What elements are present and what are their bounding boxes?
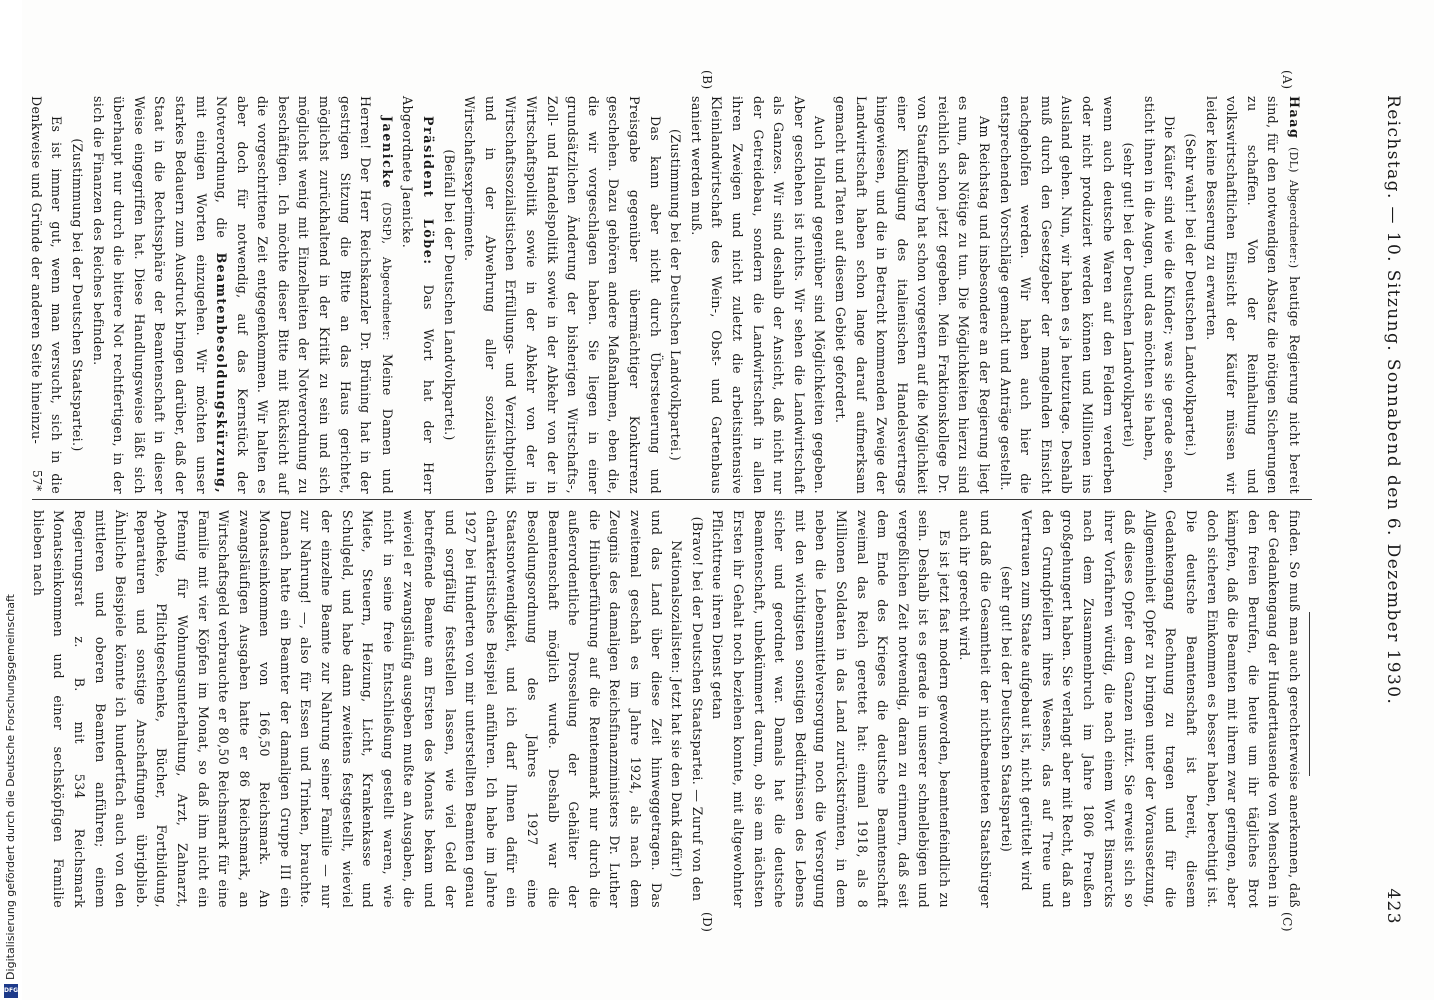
margin-marker-c: (C) — [1280, 912, 1294, 933]
interjection: (sehr gut! bei der Deutschen Staatspartei) — [998, 565, 1014, 853]
paragraph: Am Reichstag und insbesondere an der Regierung liegt es nun, das Nötige zu tun. Die Möglichkeiten hierzu sind reichlich schon jetzt gegeben. Mein Fraktionskollege Dr. von Stauffenberg hat schon vorgestern auf die Möglichkeit einer Kündigung des italienischen Handelsvertrags hingewiesen, und die in Betracht kommenden Zweige der Landwirtschaft haben schon lange darauf aufmerksam gemacht und Taten auf diesem Gebiet gefordert. — [832, 96, 993, 494]
digitization-sidebar — [0, 0, 22, 1000]
paragraph: Auch Holland gegenüber sind Möglichkeiten gegeben. Aber geschehen ist nichts. Wir sehen die Landwirtschaft als Ganzes. Wir sind deshalb der Ansicht, daß nicht nur der Getreidebau, sondern die Landwirtschaft in allen ihren Zweigen und nicht zuletzt die arbeitsintensive Kleinlandwirtschaft des Wein-, Obst- und Gartenbaus saniert werden muß. — [688, 96, 828, 494]
speaker-name: Haag — [1287, 96, 1302, 140]
page-number: 423 — [1383, 888, 1403, 925]
interjection: (Sehr wahr! bei der Deutschen Landvolkpartei.) — [1183, 133, 1199, 457]
paragraph: finden. So muß man auch gerechterweise anerkennen, daß der Gedankengang der Hunderttausende von Menschen in den freien Berufen, die heute um ihr tägliches Brot kämpfen, daß die Beamten mit ihrem zwar geringen, aber doch sicheren Einkommen es besser haben, berechtigt ist. Die deutsche Beamtenschaft ist bereit, diesem Gedankengang Rechnung zu tragen und für die Allgemeinheit Opfer zu bringen unter der Voraussetzung, daß dieses Opfer dem Ganzen nützt. Sie erweist sich so ihrer Vorfahren würdig, die nach einem Wort Bismarcks nach dem Zusammenbruch im Jahre 1806 Preußen großgehungert haben. Sie verlangt aber mit Recht, daß an den Grundpfeilern ihres Wesens, das auf Treue und Vertrauen zum Staate aufgebaut ist, nicht gerüttelt wird — [1019, 510, 1302, 908]
margin-marker-d: (D) — [700, 912, 714, 933]
paragraph: Es ist jetzt fast modern geworden, beamtenfeindlich zu sein. Deshalb ist es gerade in unserer schnellebigen und vergeßlichen Zeit notwendig, daran zu erinnern, daß seit dem Ende des Krieges die deutsche Beamtenschaft zweimal das Reich gerettet hat: einmal 1918, als 8 Millionen Soldaten in das Land zurückströmten, in dem neben die Lebensmittelversorgung noch die Versorgung mit den wichtigsten sonstigen Bedürfnissen des Lebens sicher und geordnet war. Damals hat die deutsche Beamtenschaft, unbekümmert darum, ob sie am nächsten Ersten ihr Gehalt noch beziehen konnte, mit altgewohnter Pflichttreue ihren Dienst getan — [710, 510, 952, 908]
interjection: (Zustimmung bei der Deutschen Landvolkpartei.) — [668, 128, 684, 462]
paragraph: und daß die Gesamtheit der nichtbeamteten Staatsbürger auch ihr gerecht wird. — [957, 510, 994, 908]
speaker-name: Jaenicke — [379, 116, 395, 190]
interjection: (Bravo! bei der Deutschen Staatspartei. — Zuruf von den Nationalsozialisten: Jetzt hat sie den Dank dafür!) — [669, 516, 705, 902]
paragraph — [397, 96, 438, 494]
left-column — [25, 96, 1304, 494]
speaker-party: (DL) Abgeordneter:) — [1287, 147, 1300, 269]
margin-marker-a: (A) — [1280, 70, 1294, 90]
paragraph-text: heutige Regierung nicht bereit sind, für den notwendigen Absatz die nötigen Sicherungen zu schaffen. Von der Reinhaltung und volkswirtschaftlichen Einsicht der Käufer müssen wir leider keine Besserung zu erwarten. — [1203, 96, 1302, 495]
running-title: Reichstag. — 10. Sitzung. Sonnabend den 6. Dezember 1930. — [1383, 95, 1403, 706]
speaker-name: Präsident Löbe: — [421, 116, 437, 266]
margin-marker-b: (B) — [700, 70, 714, 90]
paragraph — [1200, 96, 1304, 494]
emphasized-term: Beamtenbesoldungskürzung, — [214, 252, 230, 494]
speaker-party: (DStP), Abgeordneter: — [379, 202, 393, 341]
interjection: (Zustimmung bei der Deutschen Staatspartei.) — [69, 138, 85, 452]
dfg-logo: DFG — [4, 984, 18, 998]
paragraph: und das Land über diese Zeit hinweggetragen. Das zweitemal geschah es im Jahre 1924, als nach dem Zeugnis des damaligen Reichsfinanzministers Dr. Luther die Hinüberführung auf die Rentenmark nur durch die außerordentliche Drosselung der Gehälter der Beamtenschaft möglich wurde. Deshalb war die Besoldungsordnung des Jahres 1927 eine Staatsnotwendigkeit, und ich darf Ihnen dafür ein charakteristisches Beispiel anführen. Ich habe im Jahre 1927 bei Hunderten von mir unterstellten Beamten genau und sorgfältig feststellen lassen, wie viel Geld der betreffende Beamte am Ersten des Monats bekam und wieviel er zwangsläufig ausgeben mußte an Ausgaben, die nicht in seine freie Entschließung gestellt waren, wie Miete, Steuern, Heizung, Licht, Krankenkasse und Schulgeld, und habe dann zweitens festgestellt, wieviel der einzelne Beamte zur Nahrung seiner Familie — nur zur Nahrung! —, also für Essen und Trinken, brauchte. Danach hatte ein Beamter der damaligen Gruppe III ein Monatseinkommen von 166,50 Reichsmark. An zwangsläufigen Ausgaben hatte er 86 Reichsmark, an Wirtschaftsgeld verbrauchte er 80,50 Reichsmark für eine Familie mit vier Köpfen im Monat, so daß ihm nicht ein Pfennig für Wohnungsunterhaltung, Arzt, Zahnarzt, Apotheke, Pflichtgeschenke, Bücher, Fortbildung, Reparaturen und sonstige Anschaffungen übrigblieb. Ähnliche Beispiele könnte ich hundertfach auch von den mittleren und oberen Beamten anführen; einem Regierungsrat z. B. mit 534 Reichsmark Monatseinkommen und einer sechsköpfigen Familie blieben nach — [30, 510, 664, 908]
right-column — [27, 510, 1304, 908]
paragraph: Die Käufer sind wie die Kinder; was sie gerade sehen, sticht ihnen in die Augen, und das möchten sie haben, — [1141, 96, 1178, 494]
paragraph-text: Meine Damen und Herren! Der Herr Reichskanzler Dr. Brüning hat in der gestrigen Sitzung die Bitte an das Haus gerichtet, möglichst zurückhaltend in der Kritik zu sein und sich möglichst wenig mit Einzelheiten der Notverordnung zu beschäftigen. Ich möchte dieser Bitte mit Rücksicht auf die vorgeschrittene Zeit entgegenkommen. Wir halten es aber doch für notwendig, auf das Kernstück der Notverordnung, die — [214, 96, 395, 495]
paragraph: wenn auch deutsche Waren auf den Feldern verderben oder nicht produziert werden können und Millionen ins Ausland gehen. Nun, wir haben es ja heutzutage. Deshalb muß durch den Gesetzgeber der mangelnden Einsicht nachgeholfen werden. Wir haben auch hier die entsprechenden Vorschläge gemacht und Anträge gestellt. — [997, 96, 1116, 494]
digitization-credit: Digitalisierung gefördert durch die Deutsche Forschungsgemeinschaft — [4, 594, 17, 980]
paragraph: Das kann aber nicht durch Übersteuerung und Preisgabe gegenüber übermächtiger Konkurrenz geschehen. Dazu gehören andere Maßnahmen, eben die, die wir vorgeschlagen haben. Sie liegen in einer grundsätzlichen Änderung der bisherigen Wirtschafts-, Zoll- und Handelspolitik sowie in der Abkehr von der in Wirtschaftspolitik sowie in der Abkehr von der in Wirtschaftssozialistischen Erfüllungs- und Verzichtpolitik und in der Abwehrung aller sozialistischen Wirtschaftsexperimente. — [462, 96, 663, 494]
interjection: (Beifall bei der Deutschen Landvolkpartei.) — [441, 149, 457, 441]
interjection: (sehr gut! bei der Deutschen Landvolkpartei) — [1121, 142, 1137, 448]
paragraph — [87, 96, 397, 494]
paragraph: Es ist immer gut, wenn man versucht, sich in die Denkweise und Gründe der anderen Seite hineinzu- — [28, 96, 65, 494]
paragraph-text: mit einigen Worten einzugehen. Wir möchten unser starkes Bedauern zum Ausdruck bringen darüber, daß der Staat in die Rechtssphäre der Beamtenschaft in dieser Weise eingegriffen hat. Diese Handlungsweise läßt sich überhaupt nur durch die bittere Not rechtfertigen, in der sich die Finanzen des Reiches befinden. — [90, 96, 209, 494]
page-header — [1380, 95, 1406, 925]
column-divider — [32, 499, 1312, 500]
signature-mark: 57* — [30, 470, 44, 492]
paragraph-text: Das Wort hat der Herr Abgeordnete Jaenicke. — [400, 96, 437, 495]
header-rule — [1309, 612, 1310, 776]
